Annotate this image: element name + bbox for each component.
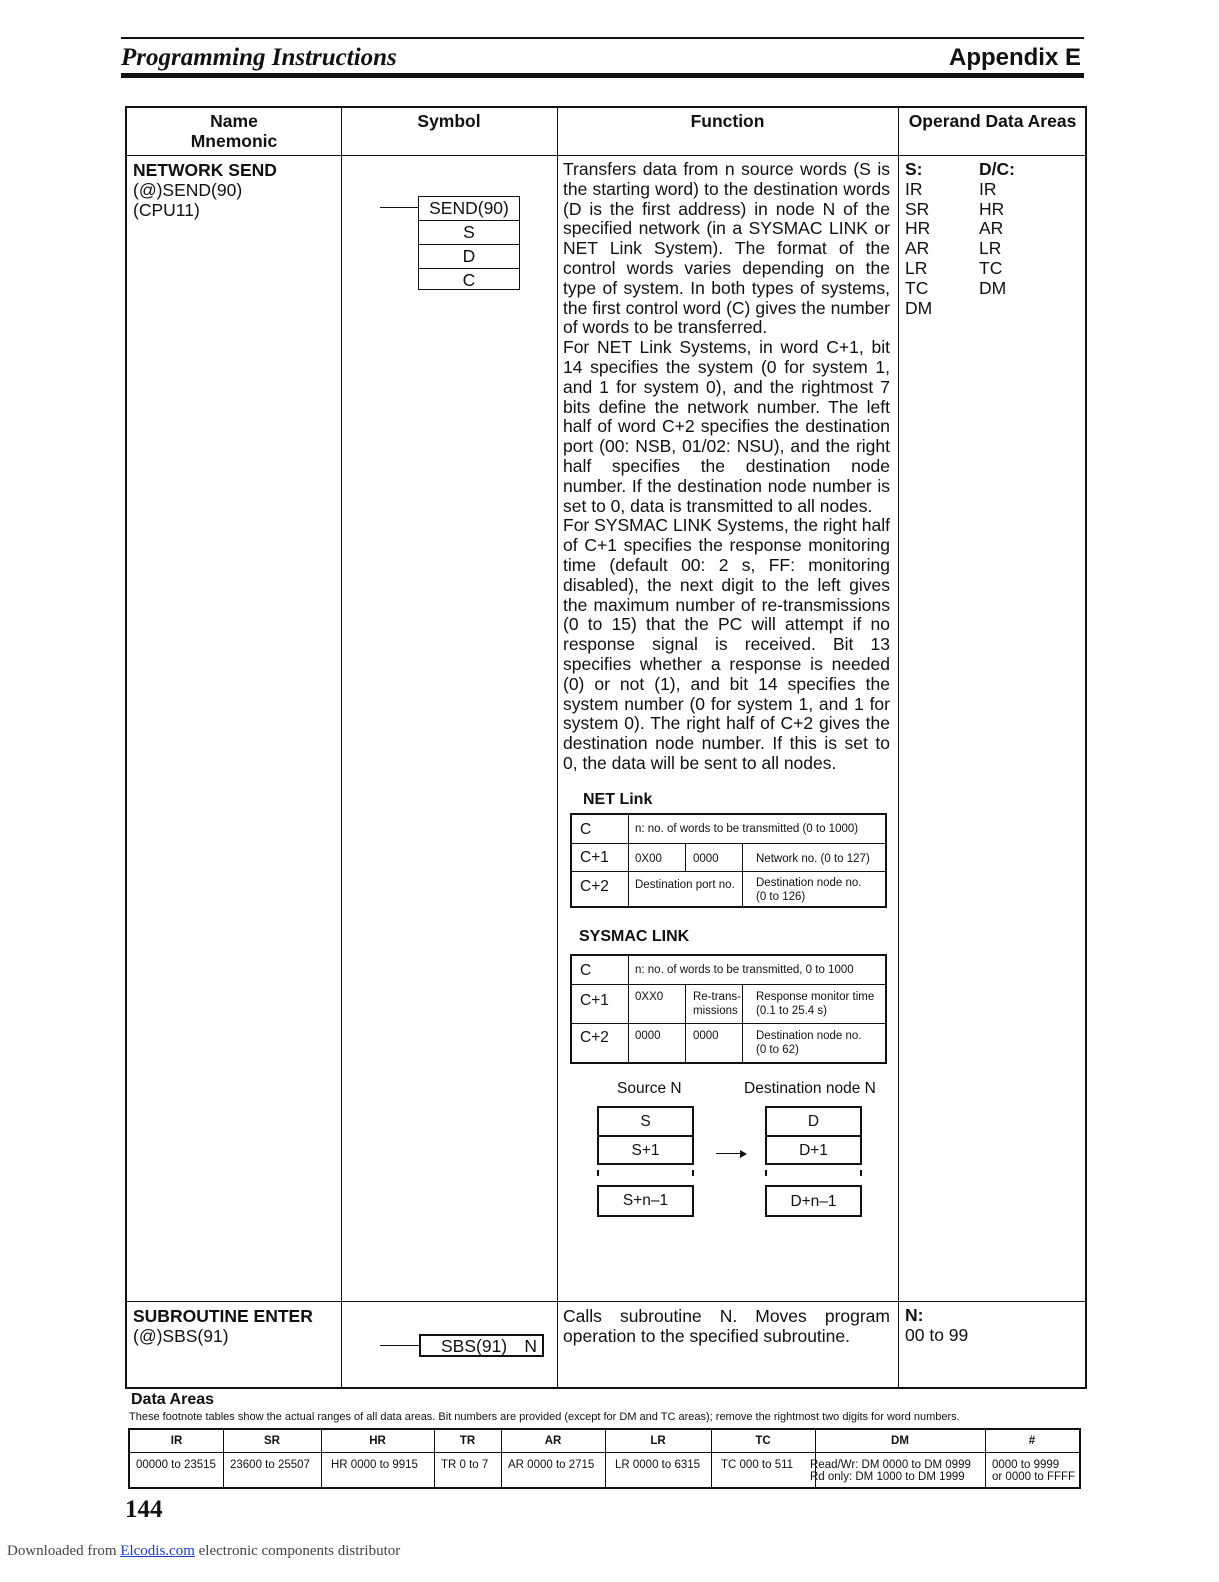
table-rule: [572, 1023, 885, 1024]
data-area-header: HR: [369, 1435, 386, 1447]
table-rule: [628, 815, 629, 906]
send-function-paragraph: For SYSMAC LINK Systems, the right half of C+1 specifies the response monitoring time (default 00: 2 s, FF: monitoring disabled), the next digit to the left gives the maximum number of re-transmissions (0 to 15) that the PC will attempt if no response signal is received. Bit 13 specifies whether a response is needed (0) or not (1), and bit 14 specifies the system number (0 for system 1, and 1 for system 0). The right half of C+2 gives the destination node number. If this is set to 0, the data will be sent to all nodes.: [563, 515, 890, 773]
operand-n-head: N:: [905, 1305, 924, 1325]
ellipsis-tick: [860, 1170, 862, 1176]
header-top-rule: [121, 37, 1084, 39]
send-name: NETWORK SEND: [133, 160, 277, 180]
data-area-header: #: [1028, 1435, 1036, 1447]
net-link-title: NET Link: [583, 791, 653, 808]
sysmac-link-c1-c-line: (0.1 to 25.4 s): [756, 1005, 827, 1017]
send-function-text: [563, 160, 890, 774]
data-area-header: LR: [650, 1435, 666, 1447]
sysmac-link-label: C+2: [580, 1029, 609, 1046]
section-title: Programming Instructions: [121, 44, 397, 71]
hash-value-line: or 0000 to FFFF: [992, 1471, 1076, 1483]
data-areas-note: These footnote tables show the actual ranges of all data areas. Bit numbers are provided (except for DM and TC areas); remove the rightmost two digits for word numbers.: [129, 1411, 960, 1423]
data-area-value: AR 0000 to 2715: [508, 1459, 595, 1471]
table-rule: [572, 984, 885, 985]
header-divider: [127, 155, 1085, 156]
sbs-name-cell: [133, 1306, 313, 1346]
table-rule: [742, 843, 743, 906]
send-cpu: (CPU11): [133, 200, 200, 220]
footer-suffix: electronic components distributor: [198, 1543, 401, 1559]
ellipsis-tick: [597, 1170, 599, 1176]
operand-area: AR: [905, 238, 930, 259]
row-divider: [127, 1301, 1085, 1302]
operand-area: HR: [905, 218, 931, 239]
sysmac-link-c1-c-line: Response monitor time: [756, 991, 875, 1003]
net-link-c-text: n: no. of words to be transmitted (0 to 1000): [635, 823, 859, 835]
footer-prefix: Downloaded from: [7, 1543, 117, 1559]
source-word: S+1: [631, 1142, 660, 1159]
destination-word: D: [767, 1108, 860, 1137]
net-link-c2-b-line: Destination node no.: [756, 877, 862, 889]
operand-area: TC: [979, 257, 1003, 278]
sysmac-link-c2-a: 0000: [635, 1030, 661, 1042]
send-ladder-line: [380, 207, 418, 208]
header-name-cell: [127, 111, 341, 151]
sysmac-link-c1-b-line: Re-trans-: [693, 991, 741, 1003]
source-word: S+n–1: [597, 1185, 694, 1217]
send-dest-operands: [979, 160, 1015, 299]
send-name-cell: [133, 160, 277, 220]
table-rule: [572, 843, 885, 844]
sysmac-link-label: C+1: [580, 992, 609, 1009]
dm-value-line: Rd only: DM 1000 to DM 1999: [810, 1471, 965, 1483]
sysmac-link-title: SYSMAC LINK: [579, 928, 690, 945]
send-symbol-row: S: [419, 221, 519, 245]
table-rule: [685, 984, 686, 1062]
operand-area: AR: [979, 218, 1004, 239]
data-area-header: SR: [264, 1435, 280, 1447]
sysmac-link-c2-c: [756, 1029, 862, 1057]
sbs-mnemonic: (@)SBS(91): [133, 1326, 229, 1346]
operand-area: SR: [905, 198, 930, 219]
ellipsis-tick: [692, 1170, 694, 1176]
send-source-operands: [905, 160, 932, 318]
send-function-paragraph: Transfers data from n source words (S is the starting word) to the destination words (D is the first address) in node N of the specified network (in a SYSMAC LINK or NET Link System). The format of the control words varies depending on the type of system. In both types of systems, the first control word (C) gives the number of words to be transferred.: [563, 159, 890, 338]
operand-area: LR: [905, 257, 928, 278]
column-divider: [557, 108, 558, 1387]
transfer-arrow-shaft: [716, 1153, 742, 1154]
table-rule: [685, 843, 686, 871]
data-area-value: 23600 to 25507: [230, 1459, 310, 1471]
sysmac-link-c1-c: [756, 990, 874, 1018]
destination-words-block: [765, 1106, 862, 1165]
column-divider: [898, 108, 899, 1387]
sysmac-link-c2-c-line: (0 to 62): [756, 1044, 799, 1056]
operand-dc-head: D/C:: [979, 159, 1015, 179]
data-area-value: 00000 to 23515: [136, 1459, 216, 1471]
sysmac-link-c2-c-line: Destination node no.: [756, 1030, 862, 1042]
net-link-c1-a: 0X00: [635, 853, 662, 865]
page-number: 144: [125, 1496, 163, 1523]
operand-area: DM: [905, 297, 933, 318]
dm-value-line: Read/Wr: DM 0000 to DM 0999: [810, 1459, 971, 1471]
data-areas-table: [128, 1428, 1081, 1489]
ellipsis-tick: [765, 1170, 767, 1176]
data-area-value: HR 0000 to 9915: [331, 1459, 418, 1471]
sbs-ladder-line: [380, 1345, 419, 1346]
sbs-symbol-label: SBS(91): [441, 1336, 508, 1356]
net-link-c1-b: 0000: [693, 853, 719, 865]
appendix-label: Appendix E: [948, 44, 1081, 71]
source-words-block: [597, 1106, 694, 1165]
operand-area: IR: [905, 178, 923, 199]
send-ladder-symbol: [418, 196, 520, 290]
operand-n-value: 00 to 99: [905, 1324, 969, 1345]
net-link-c1-c: Network no. (0 to 127): [756, 853, 870, 865]
data-area-dm-value: [810, 1454, 980, 1483]
operand-s-head: S:: [905, 159, 923, 179]
header-function: Function: [690, 111, 765, 131]
data-area-value: TC 000 to 511: [721, 1459, 794, 1471]
net-link-c2-b-line: (0 to 126): [756, 891, 806, 903]
source-word: S: [599, 1108, 692, 1137]
data-area-header: TC: [755, 1435, 771, 1447]
data-area-header: IR: [170, 1435, 183, 1447]
sbs-function-text: Calls subroutine N. Moves program operation to the specified subroutine.: [563, 1306, 890, 1346]
sysmac-link-c1-a: 0XX0: [635, 991, 664, 1003]
sysmac-link-c-text: n: no. of words to be transmitted, 0 to 1000: [635, 964, 854, 976]
destination-label: Destination node N: [744, 1080, 876, 1097]
sbs-name: SUBROUTINE ENTER: [133, 1306, 313, 1326]
net-link-c2-b: [756, 876, 862, 904]
sysmac-link-label: C: [580, 962, 592, 979]
data-area-header: DM: [891, 1435, 909, 1447]
data-area-value: TR 0 to 7: [441, 1459, 489, 1471]
header-symbol: Symbol: [417, 111, 481, 131]
sysmac-link-c1-b: [693, 990, 741, 1018]
destination-word: D+1: [799, 1142, 828, 1159]
table-rule: [572, 871, 885, 872]
net-link-label: C: [580, 821, 592, 838]
send-mnemonic: (@)SEND(90): [133, 180, 243, 200]
send-symbol-row: D: [419, 245, 519, 269]
data-areas-title: Data Areas: [131, 1391, 215, 1408]
operand-area: HR: [979, 198, 1005, 219]
instruction-table: [125, 106, 1087, 1389]
column-divider: [341, 108, 342, 1387]
sysmac-link-c1-b-line: missions: [693, 1005, 738, 1017]
operand-area: DM: [979, 277, 1007, 298]
data-area-header: AR: [544, 1435, 562, 1447]
net-link-c2-a: Destination port no.: [635, 879, 735, 891]
data-area-value: LR 0000 to 6315: [615, 1459, 701, 1471]
send-symbol-row: C: [462, 270, 476, 290]
transfer-arrow-icon: [740, 1150, 747, 1158]
sysmac-link-c2-b: 0000: [693, 1030, 719, 1042]
header-mnemonic: Mnemonic: [190, 131, 278, 151]
net-link-table: [570, 813, 887, 908]
sbs-ladder-symbol: [419, 1334, 544, 1357]
send-function-paragraph: For NET Link Systems, in word C+1, bit 14 specifies the system (0 for system 1, and 1 for system 0), and the rightmost 7 bits define the network number. The left half of word C+2 specifies the destination port (00: NSB, 01/02: NSU), and the right half specifies the destination node number. If the destination node number is set to 0, data is transmitted to all nodes.: [563, 337, 890, 516]
footer-link[interactable]: Elcodis.com: [120, 1543, 195, 1559]
data-area-hash-value: [992, 1454, 1075, 1483]
sbs-operands: [905, 1306, 968, 1346]
sbs-symbol-operand: N: [524, 1336, 537, 1356]
hash-value-line: 0000 to 9999: [992, 1459, 1060, 1471]
operand-area: IR: [979, 178, 997, 199]
net-link-label: C+1: [580, 849, 609, 866]
operand-area: TC: [905, 277, 929, 298]
net-link-label: C+2: [580, 878, 609, 895]
header-name: Name: [210, 111, 258, 131]
source-label: Source N: [617, 1080, 682, 1097]
download-footer: [7, 1543, 400, 1560]
header-operands: Operand Data Areas: [908, 111, 1077, 131]
destination-word: D+n–1: [765, 1185, 862, 1217]
header-bottom-rule: [121, 73, 1084, 78]
data-area-header: TR: [459, 1435, 476, 1447]
sysmac-link-table: [570, 954, 887, 1064]
table-rule: [628, 956, 629, 1062]
send-symbol-row: SEND(90): [419, 197, 519, 221]
table-rule: [742, 984, 743, 1062]
operand-area: LR: [979, 238, 1002, 259]
